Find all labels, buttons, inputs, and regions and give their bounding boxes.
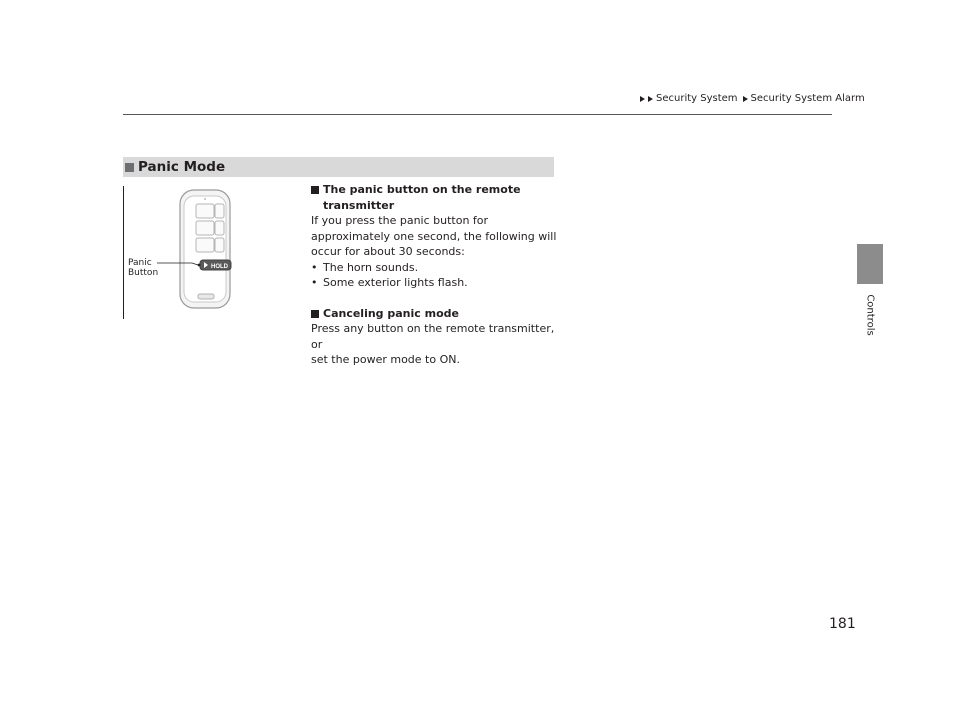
breadcrumb-item-security-system[interactable]: Security System	[656, 93, 738, 104]
subheading-square-icon	[311, 310, 319, 318]
header-rule	[123, 114, 832, 115]
subheading-canceling	[311, 306, 561, 322]
breadcrumb-arrow-icon	[743, 96, 748, 102]
panic-button-callout	[128, 258, 158, 278]
bullet-dot-icon: •	[311, 276, 318, 289]
para1-line3: occur for about 30 seconds:	[311, 245, 465, 258]
bullet-item	[311, 260, 561, 276]
para2-line1: Press any button on the remote transmitter, or	[311, 322, 555, 351]
hold-text: HOLD	[211, 264, 228, 270]
subheading-line2: transmitter	[323, 198, 395, 212]
subheading-canceling-text: Canceling panic mode	[323, 306, 459, 320]
chapter-tab-label[interactable]: Controls	[864, 294, 876, 336]
callout-line2: Button	[128, 268, 159, 278]
key-fob-figure	[123, 186, 304, 319]
para2-line2: set the power mode to ON.	[311, 353, 460, 366]
paragraph-canceling	[311, 321, 561, 368]
page-number: 181	[829, 616, 856, 632]
key-fob-illustration	[124, 186, 304, 319]
breadcrumb-item-security-system-alarm[interactable]: Security System Alarm	[750, 93, 865, 104]
chapter-tab-marker[interactable]	[857, 244, 883, 284]
section-square-icon	[125, 163, 134, 172]
section-header	[123, 157, 554, 177]
bullet-text: Some exterior lights flash.	[323, 276, 468, 289]
bullet-dot-icon: •	[311, 260, 318, 274]
subheading-square-icon	[311, 186, 319, 194]
section-title: Panic Mode	[138, 159, 226, 175]
bullet-item	[311, 275, 561, 291]
breadcrumb-arrow-icon	[640, 96, 645, 102]
bullet-text: The horn sounds.	[323, 260, 419, 274]
para1-line1: If you press the panic button for	[311, 214, 489, 227]
subheading-panic-button	[311, 182, 561, 213]
callout-line1: Panic	[128, 258, 152, 268]
breadcrumb	[640, 93, 865, 104]
breadcrumb-arrow-icon	[648, 96, 653, 102]
content-body	[311, 182, 561, 368]
para1-line2: approximately one second, the following will	[311, 229, 557, 243]
subheading-line1: The panic button on the remote	[323, 183, 521, 196]
paragraph-panic-description	[311, 213, 561, 260]
